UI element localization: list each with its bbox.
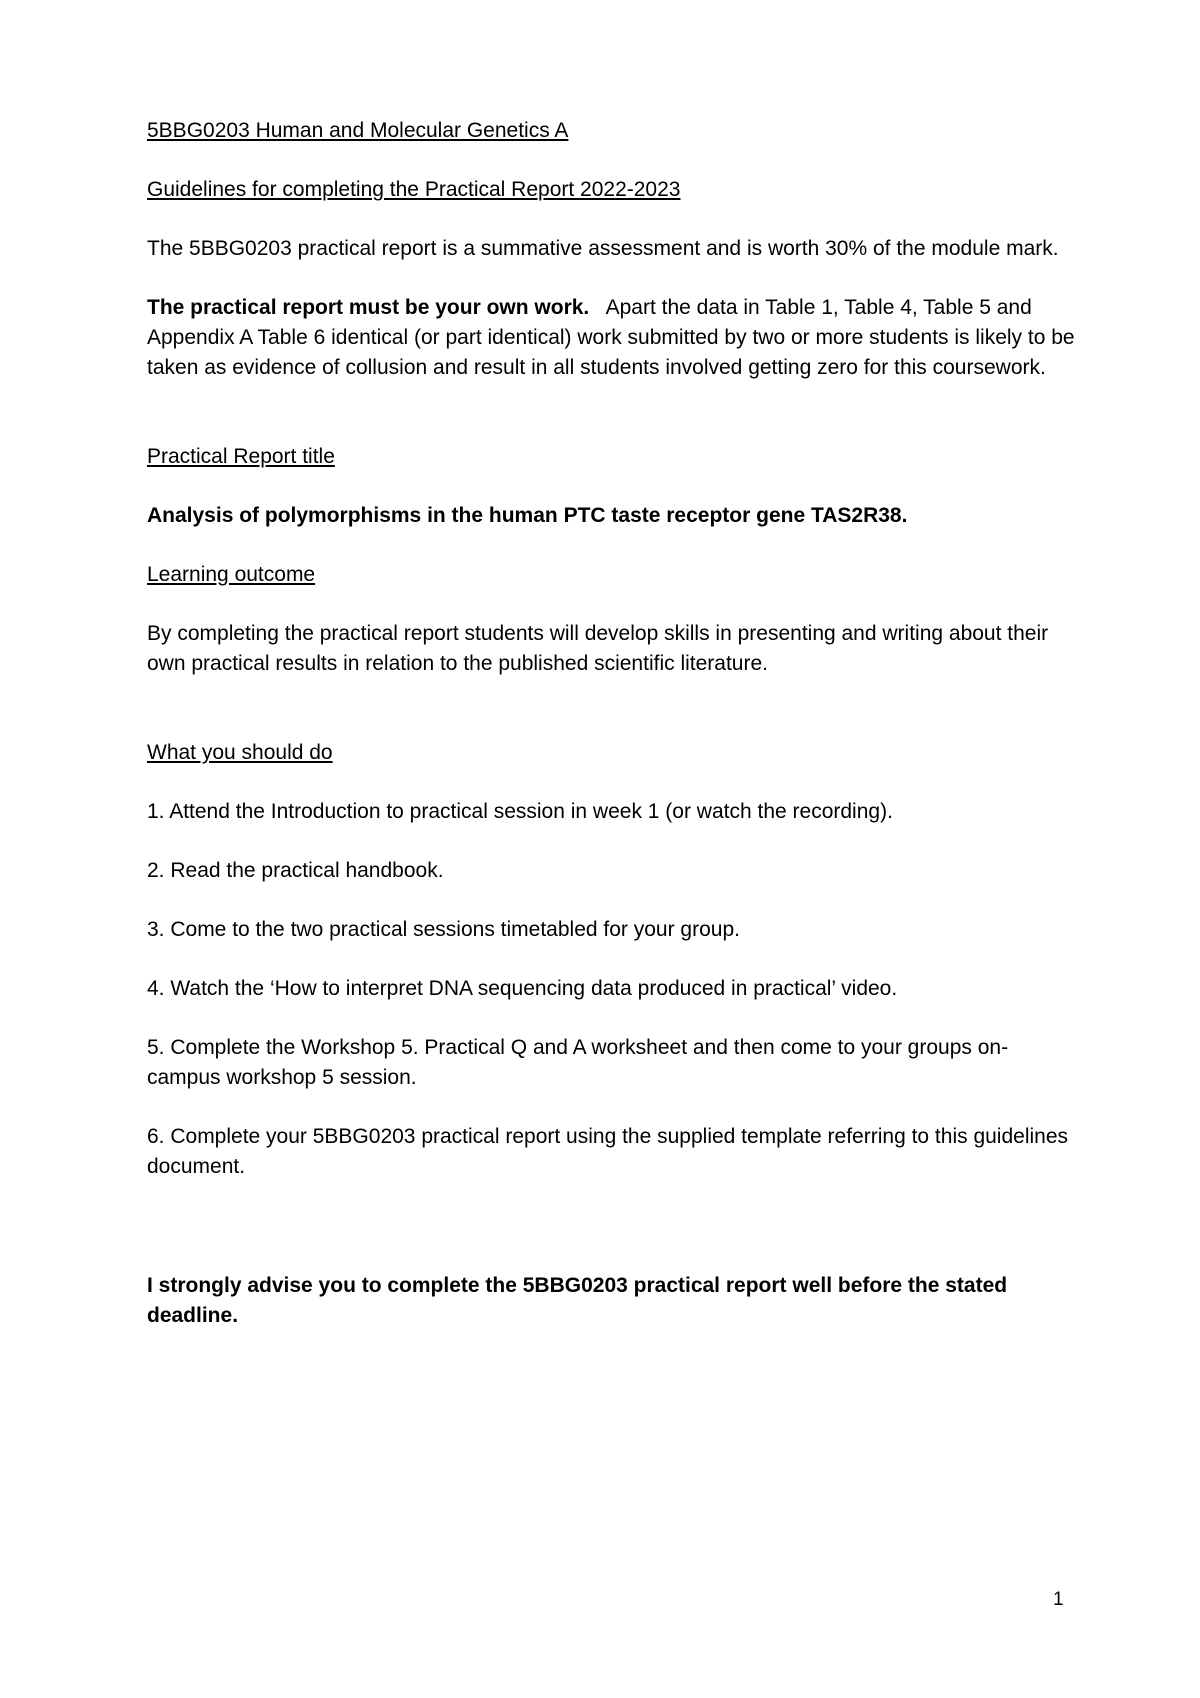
step-4: 4. Watch the ‘How to interpret DNA sequencing data produced in practical’ video. [147,977,898,1000]
step-6: 6. Complete your 5BBG0203 practical report using the supplied template referring to this guidelines document. [147,1125,1069,1178]
advice-paragraph: I strongly advise you to complete the 5BBG0203 practical report well before the stated deadline. [147,1274,1008,1327]
own-work-paragraph [147,293,1081,383]
page-number: 1 [1053,1589,1064,1610]
step-2: 2. Read the practical handbook. [147,859,444,882]
what-to-do-heading: What you should do [147,741,333,764]
step-3: 3. Come to the two practical sessions timetabled for your group. [147,918,740,941]
report-title-heading: Practical Report title [147,445,335,468]
learning-outcome-text: By completing the practical report students will develop skills in presenting and writing about their own practical results in relation to the published scientific literature. [147,622,1049,675]
learning-outcome-heading: Learning outcome [147,563,316,586]
module-title: 5BBG0203 Human and Molecular Genetics A [147,119,569,142]
step-5: 5. Complete the Workshop 5. Practical Q and A worksheet and then come to your groups on-campus workshop 5 session. [147,1036,1009,1089]
own-work-bold: The practical report must be your own work. [147,296,590,319]
page-content [147,116,1081,1331]
intro-paragraph: The 5BBG0203 practical report is a summative assessment and is worth 30% of the module mark. [147,237,1059,260]
guidelines-title: Guidelines for completing the Practical Report 2022-2023 [147,178,681,201]
step-1: 1. Attend the Introduction to practical session in week 1 (or watch the recording). [147,800,893,823]
report-title: Analysis of polymorphisms in the human PTC taste receptor gene TAS2R38. [147,504,908,527]
own-work-rest: Apart the data in Table 1, Table 4, Table 5 and Appendix A Table 6 identical (or part identical) work submitted by two or more students is likely to be taken as evidence of collusion and result in all students involved getting zero for this coursework. [147,296,1081,379]
